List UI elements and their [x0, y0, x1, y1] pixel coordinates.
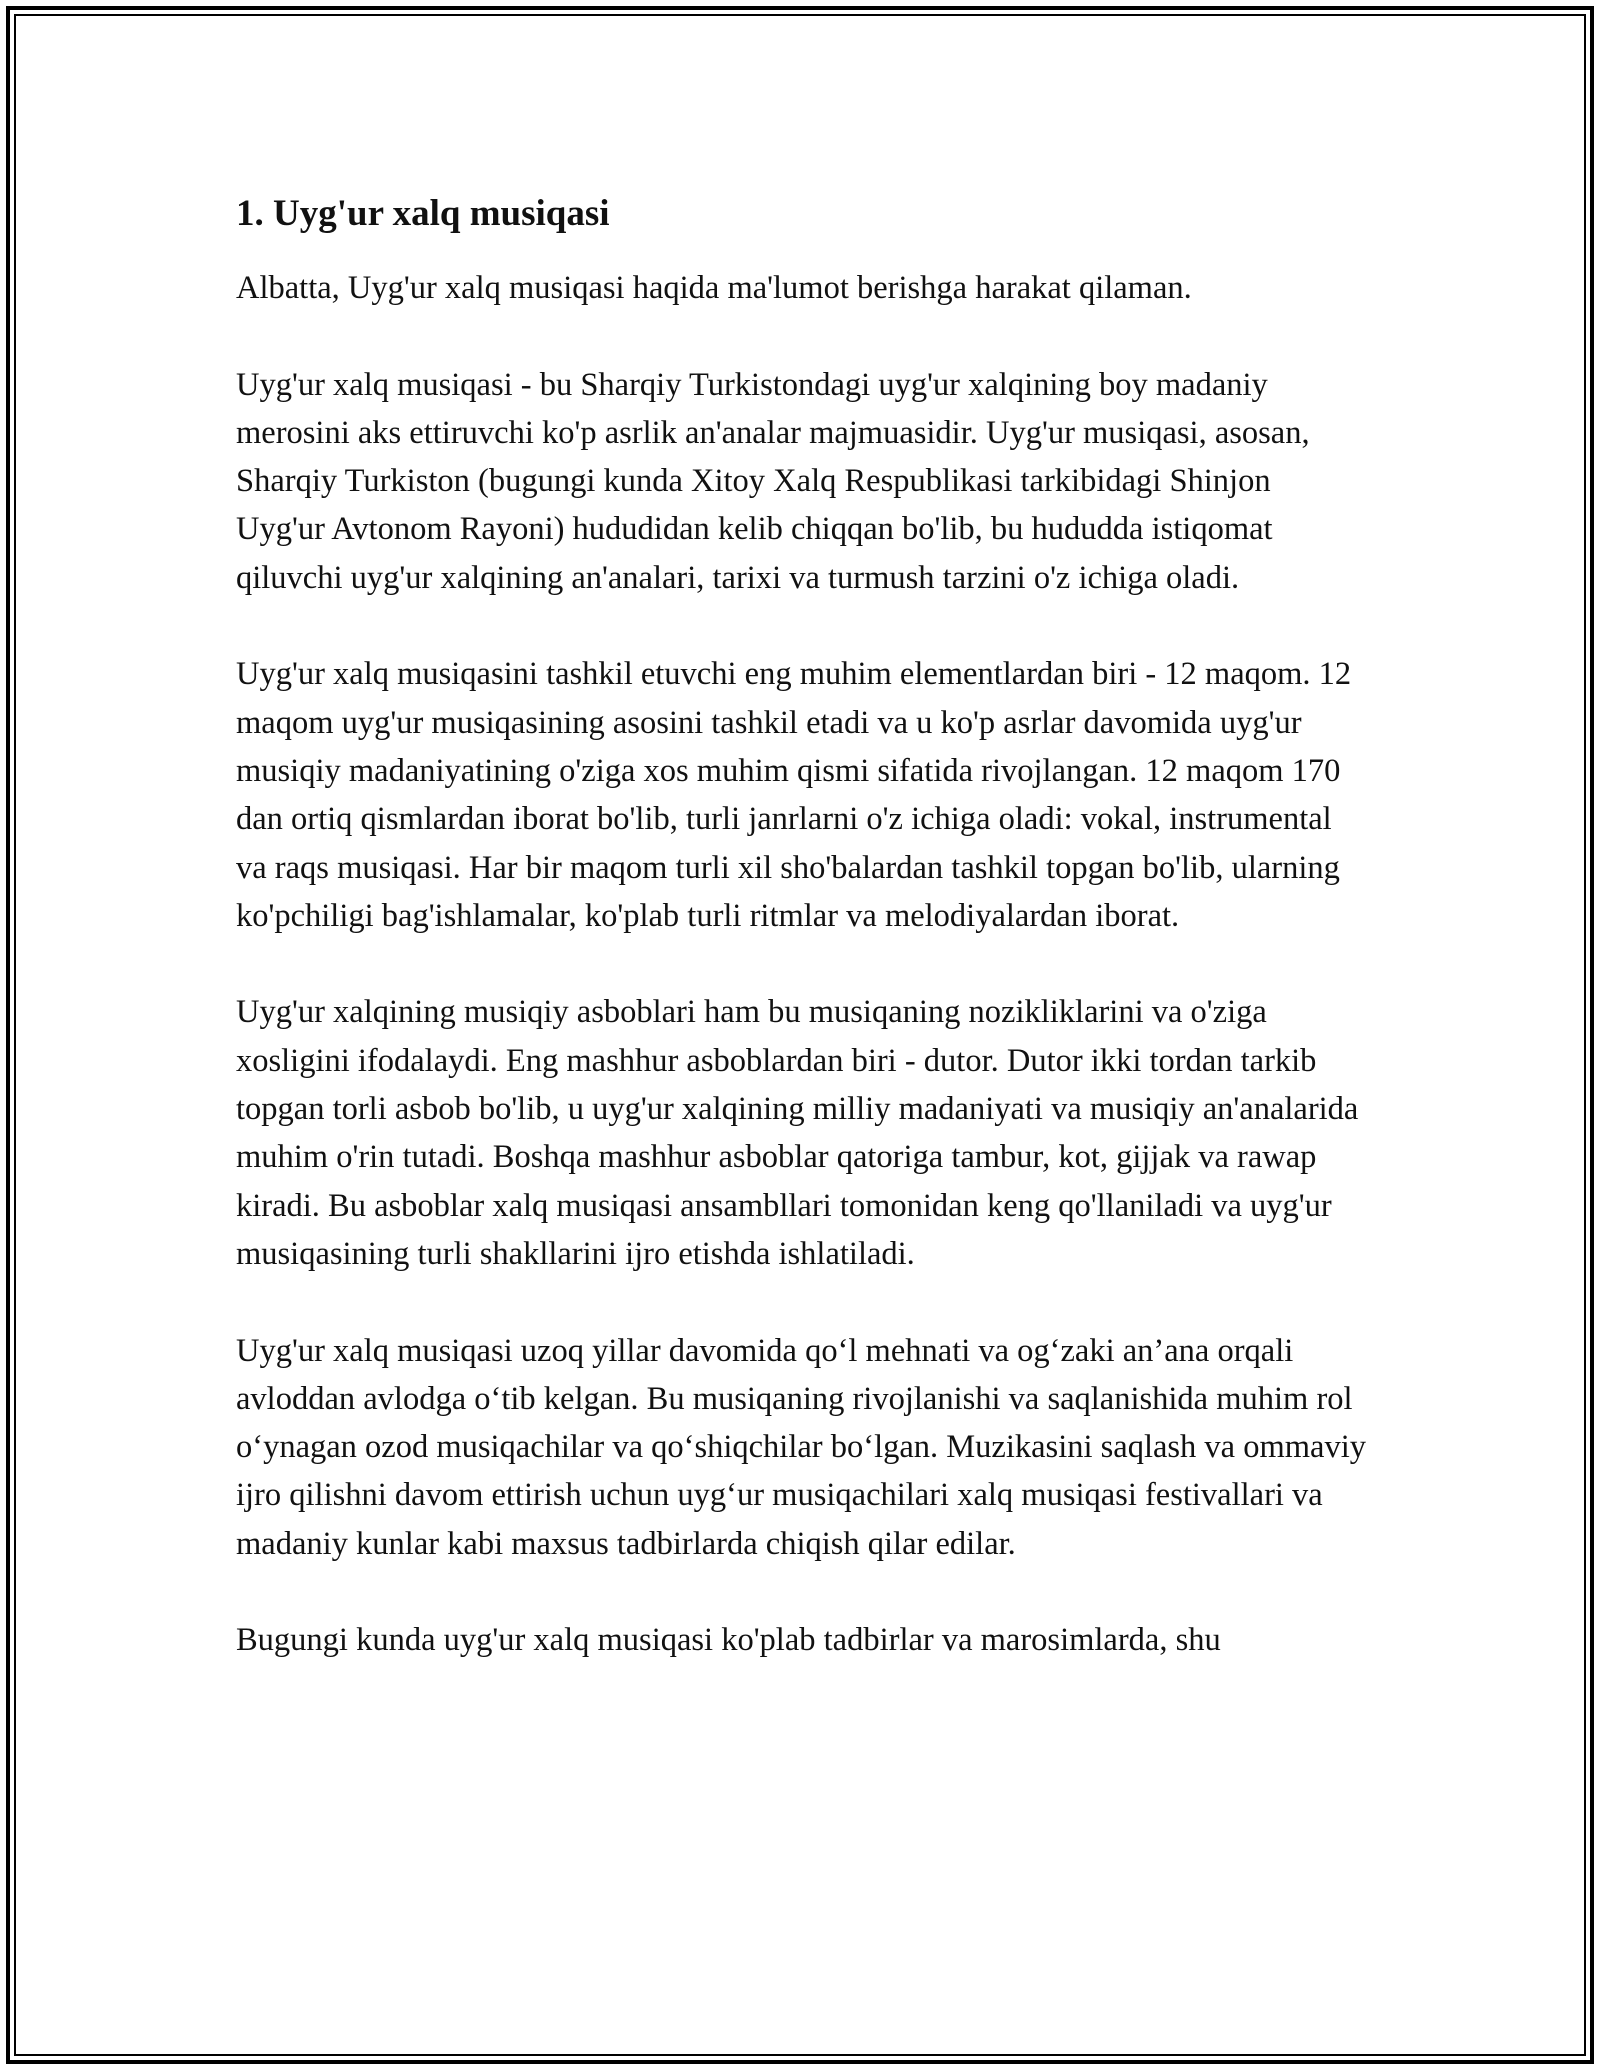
paragraph-12-maqom: Uyg'ur xalq musiqasini tashkil etuvchi eng muhim elementlardan biri - 12 maqom. 12 maqom uyg'ur musiqasining asosini tashkil etadi va u ko'p asrlar davomida uyg'ur musiqiy madaniyatining o'ziga xos muhim qismi sifatida rivojlangan. 12 maqom 170 dan ortiq qismlardan iborat bo'lib, turli janrlarni o'z ichiga oladi: vokal, instrumental va raqs musiqasi. Har bir maqom turli xil sho'balardan tashkil topgan bo'lib, ularning ko'pchiligi bag'ishlamalar, ko'plab turli ritmlar va melodiyalardan iborat. [236, 656, 1352, 934]
paragraph-instruments: Uyg'ur xalqining musiqiy asboblari ham bu musiqaning nozikliklarini va o'ziga xosligini ifodalaydi. Eng mashhur asboblardan biri - dutor. Dutor ikki tordan tarkib topgan torli asbob bo'lib, u uyg'ur xalqining milliy madaniyati va musiqiy an'analarida muhim o'rin tutadi. Boshqa mashhur asboblar qatoriga tambur, kot, gijjak va rawap kiradi. Bu asboblar xalq musiqasi ansambllari tomonidan keng qo'llaniladi va uyg'ur musiqasining turli shakllarini ijro etishda ishlatiladi. [236, 994, 1359, 1272]
document-body [236, 187, 1366, 1665]
paragraph-overview: Uyg'ur xalq musiqasi - bu Sharqiy Turkistondagi uyg'ur xalqining boy madaniy merosini aks ettiruvchi ko'p asrlik an'analar majmuasidir. Uyg'ur musiqasi, asosan, Sharqiy Turkiston (bugungi kunda Xitoy Xalq Respublikasi tarkibidagi Shinjon Uyg'ur Avtonom Rayoni) hududidan kelib chiqqan bo'lib, bu hududda istiqomat qiluvchi uyg'ur xalqining an'analari, tarixi va turmush tarzini o'z ichiga oladi. [236, 366, 1310, 596]
paragraph-intro: Albatta, Uyg'ur xalq musiqasi haqida ma'lumot berishga harakat qilaman. [236, 270, 1192, 306]
document-title: 1. Uyg'ur xalq musiqasi [236, 193, 610, 234]
paragraph-today: Bugungi kunda uyg'ur xalq musiqasi ko'plab tadbirlar va marosimlarda, shu [236, 1622, 1221, 1659]
paragraph-oral-tradition: Uyg'ur xalq musiqasi uzoq yillar davomida qo‘l mehnati va og‘zaki an’ana orqali avloddan avlodga o‘tib kelgan. Bu musiqaning rivojlanishi va saqlanishida muhim rol o‘ynagan ozod musiqachilar va qo‘shiqchilar bo‘lgan. Muzikasini saqlash va ommaviy ijro qilishni davom ettirish uchun uyg‘ur musiqachilari xalq musiqasi festivallari va madaniy kunlar kabi maxsus tadbirlarda chiqish qilar edilar. [236, 1332, 1366, 1562]
